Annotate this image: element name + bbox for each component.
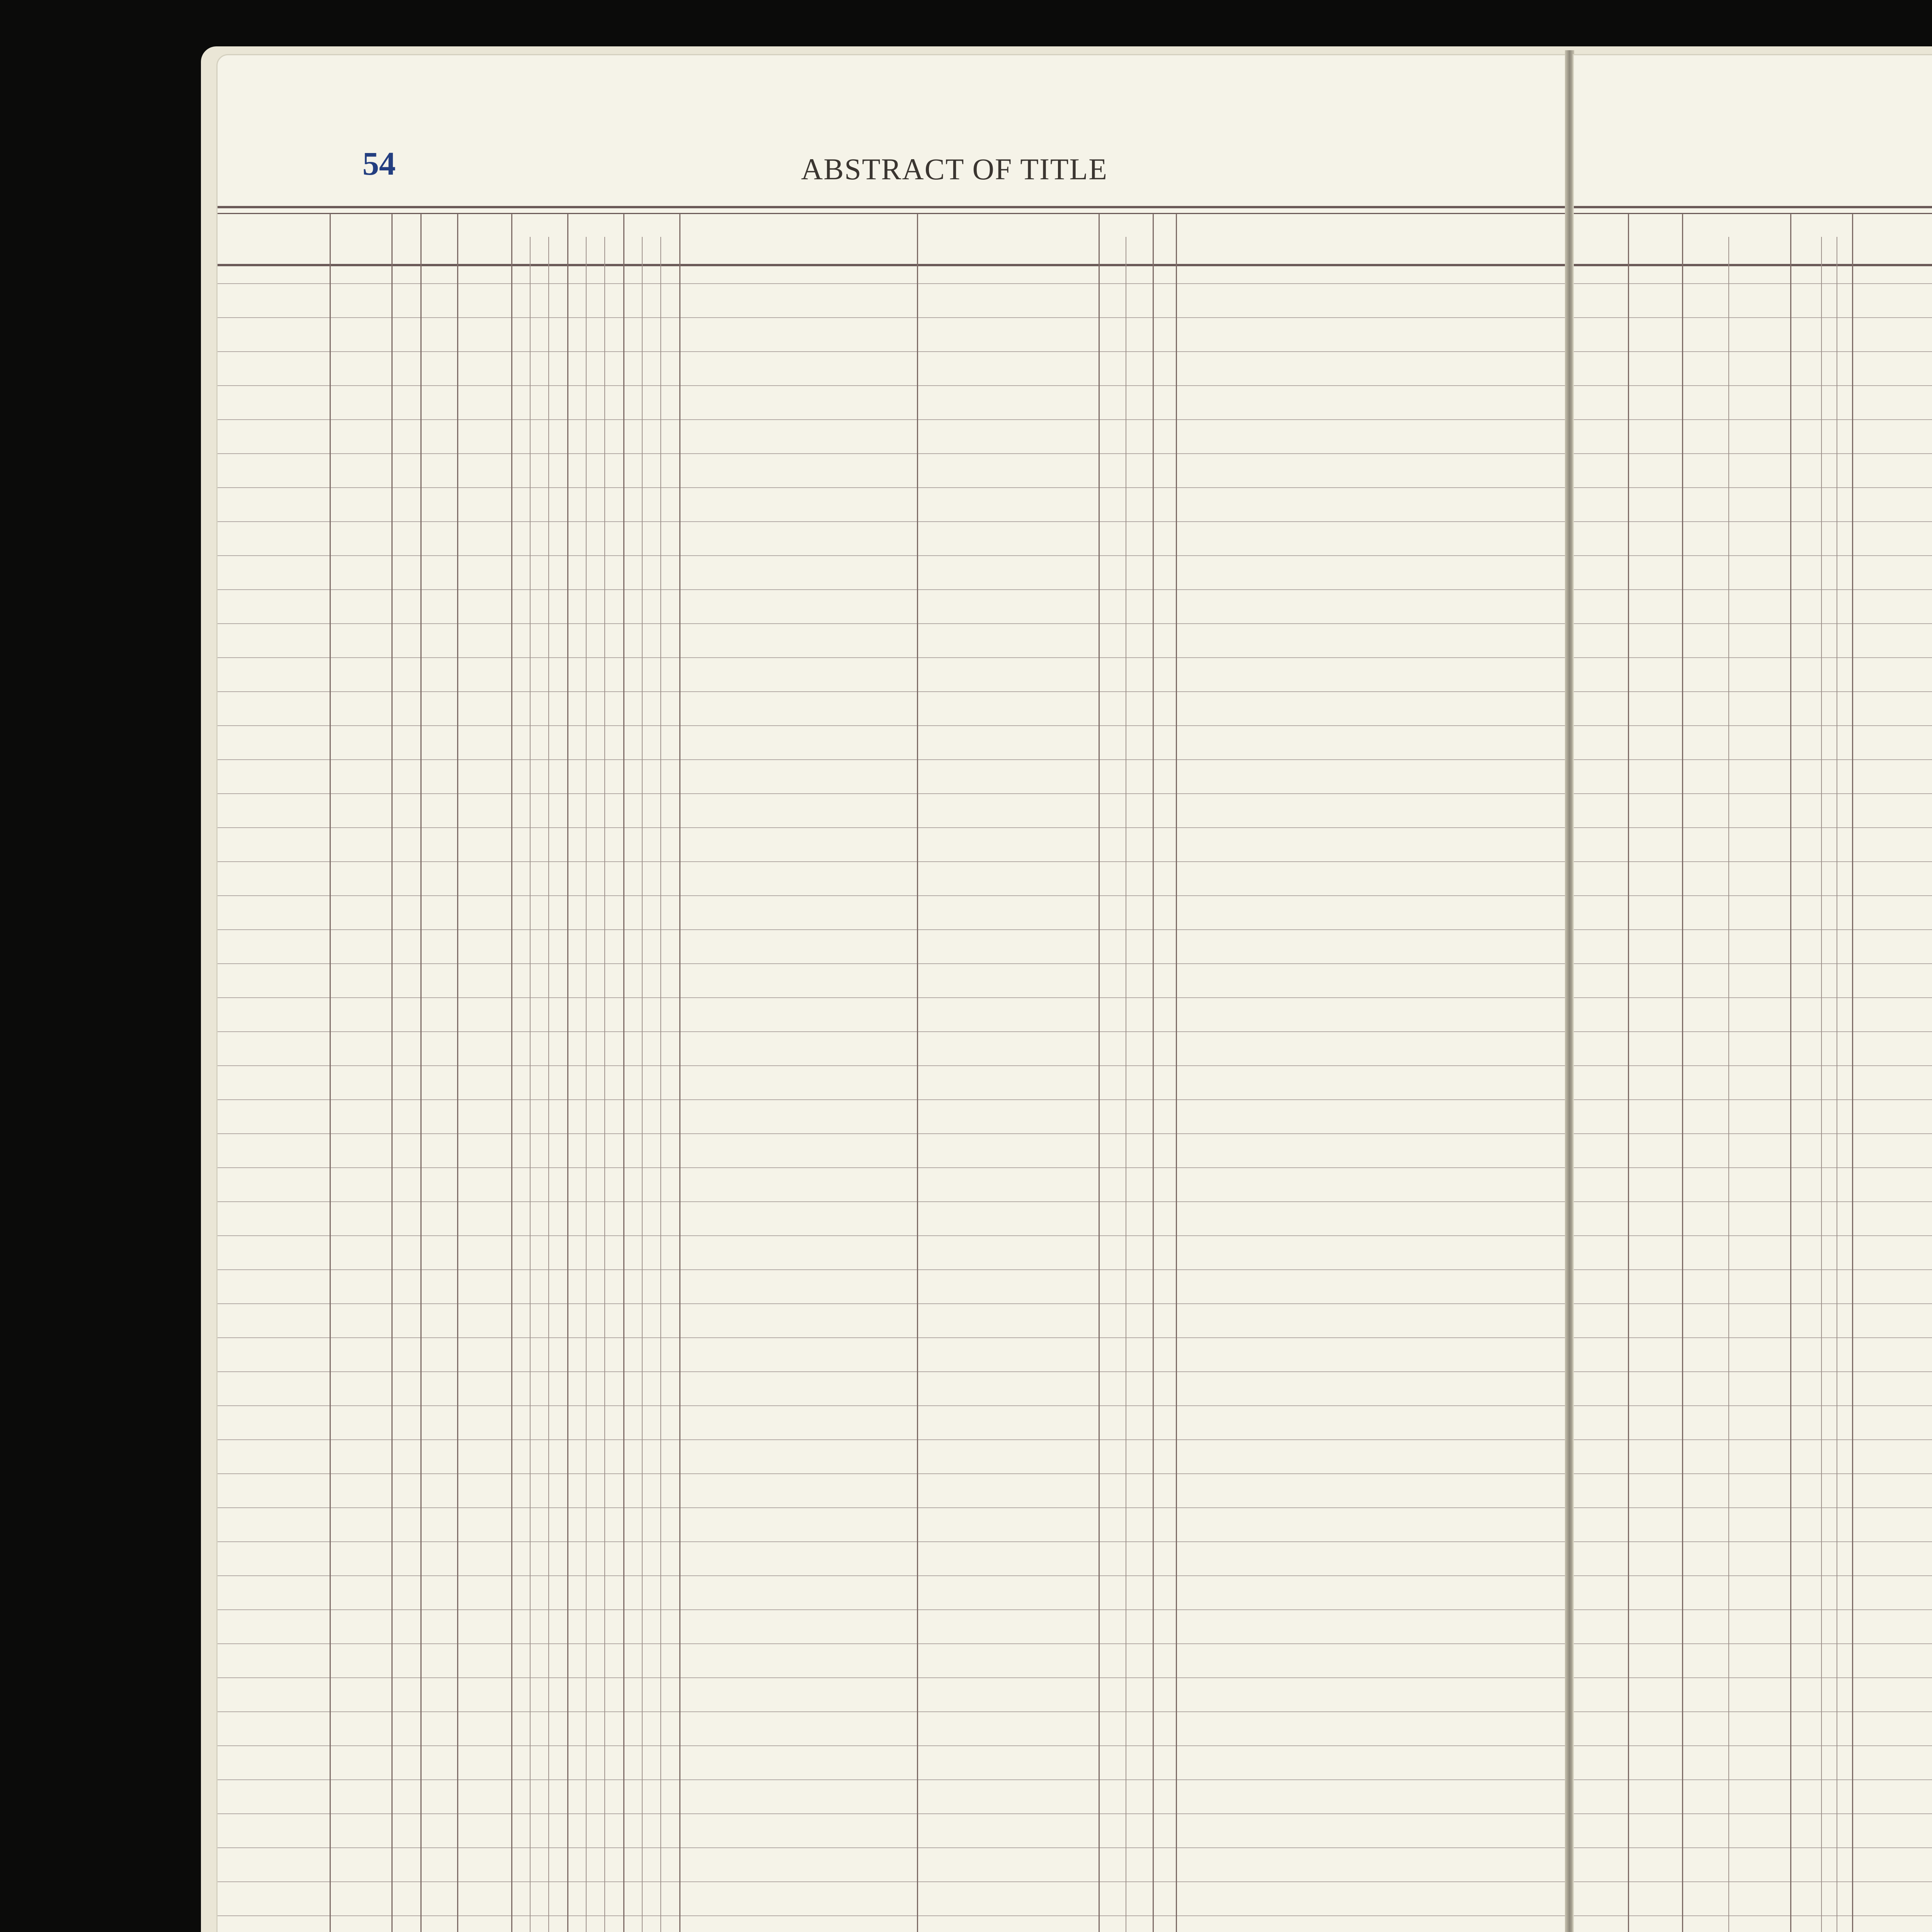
ruled-line (218, 1575, 1566, 1576)
sub-column-rule (548, 237, 549, 1932)
ruled-line (218, 997, 1566, 998)
ruled-line (218, 895, 1566, 896)
ruled-line (218, 589, 1566, 590)
column-rule (391, 214, 393, 1932)
ruled-line (218, 1473, 1566, 1474)
ruled-line (218, 1405, 1566, 1406)
ruled-line (218, 1235, 1566, 1236)
ruled-line (218, 793, 1566, 794)
column-rule (1682, 214, 1683, 1932)
ruled-line (218, 1439, 1566, 1440)
column-rule (1099, 214, 1100, 1932)
sub-column-rule (530, 237, 531, 1932)
header-top-rule-2 (218, 213, 1566, 214)
ruled-line (218, 351, 1566, 352)
column-rule (623, 214, 624, 1932)
ruled-line (218, 283, 1566, 284)
column-rule (511, 214, 512, 1932)
ruled-line (218, 1303, 1566, 1304)
ruled-line (218, 1779, 1566, 1780)
column-rule (330, 214, 331, 1932)
ruled-line (218, 1745, 1566, 1746)
ruled-line (218, 963, 1566, 964)
column-rule (1153, 214, 1154, 1932)
header-top-rule (218, 206, 1566, 208)
ruled-line (218, 1881, 1566, 1882)
ruled-line (218, 1065, 1566, 1066)
left-ledger-page (216, 54, 1567, 1932)
ruled-line (218, 1643, 1566, 1644)
ruled-line (218, 1167, 1566, 1168)
ruled-line (218, 1813, 1566, 1814)
ruled-line (218, 1609, 1566, 1610)
ruled-line (218, 1711, 1566, 1712)
column-rule (1852, 214, 1853, 1932)
left-page-title: ABSTRACT OF TITLE (801, 152, 1108, 186)
column-rule (420, 214, 422, 1932)
header-bottom-rule (218, 264, 1566, 266)
ruled-line (218, 691, 1566, 692)
column-rule (1790, 214, 1791, 1932)
ruled-line (218, 1677, 1566, 1678)
ruled-line (218, 453, 1566, 454)
sub-column-rule (1728, 237, 1729, 1932)
ruled-line (218, 317, 1566, 318)
column-rule (917, 214, 918, 1932)
ruled-line (218, 725, 1566, 726)
ruled-line (218, 1031, 1566, 1032)
ruled-line (218, 623, 1566, 624)
ruled-line (218, 861, 1566, 862)
column-rule (457, 214, 458, 1932)
ruled-line (218, 385, 1566, 386)
column-rule (567, 214, 568, 1932)
column-rule (1628, 214, 1629, 1932)
ruled-line (218, 1133, 1566, 1134)
ruled-line (218, 419, 1566, 420)
sub-column-rule (660, 237, 661, 1932)
column-rule (679, 214, 680, 1932)
column-rule (1176, 214, 1177, 1932)
sub-column-rule (604, 237, 605, 1932)
ruled-line (218, 1541, 1566, 1542)
ruled-line (218, 759, 1566, 760)
sub-column-rule (1821, 237, 1822, 1932)
ruled-line (218, 1915, 1566, 1916)
header-top-rule (1574, 206, 1932, 208)
ruled-line (218, 1507, 1566, 1508)
ruled-line (218, 657, 1566, 658)
left-page-number: 54 (362, 145, 396, 182)
ruled-line (218, 1847, 1566, 1848)
ruled-line (218, 929, 1566, 930)
ruled-line (218, 1337, 1566, 1338)
sub-column-rule (586, 237, 587, 1932)
ruled-line (218, 555, 1566, 556)
ruled-line (218, 1201, 1566, 1202)
sub-column-rule (642, 237, 643, 1932)
right-ledger-page (1573, 54, 1932, 1932)
ruled-line (218, 1269, 1566, 1270)
ruled-line (218, 521, 1566, 522)
ruled-line (218, 1371, 1566, 1372)
ruled-line (218, 1099, 1566, 1100)
ruled-line (218, 827, 1566, 828)
ruled-line (218, 487, 1566, 488)
